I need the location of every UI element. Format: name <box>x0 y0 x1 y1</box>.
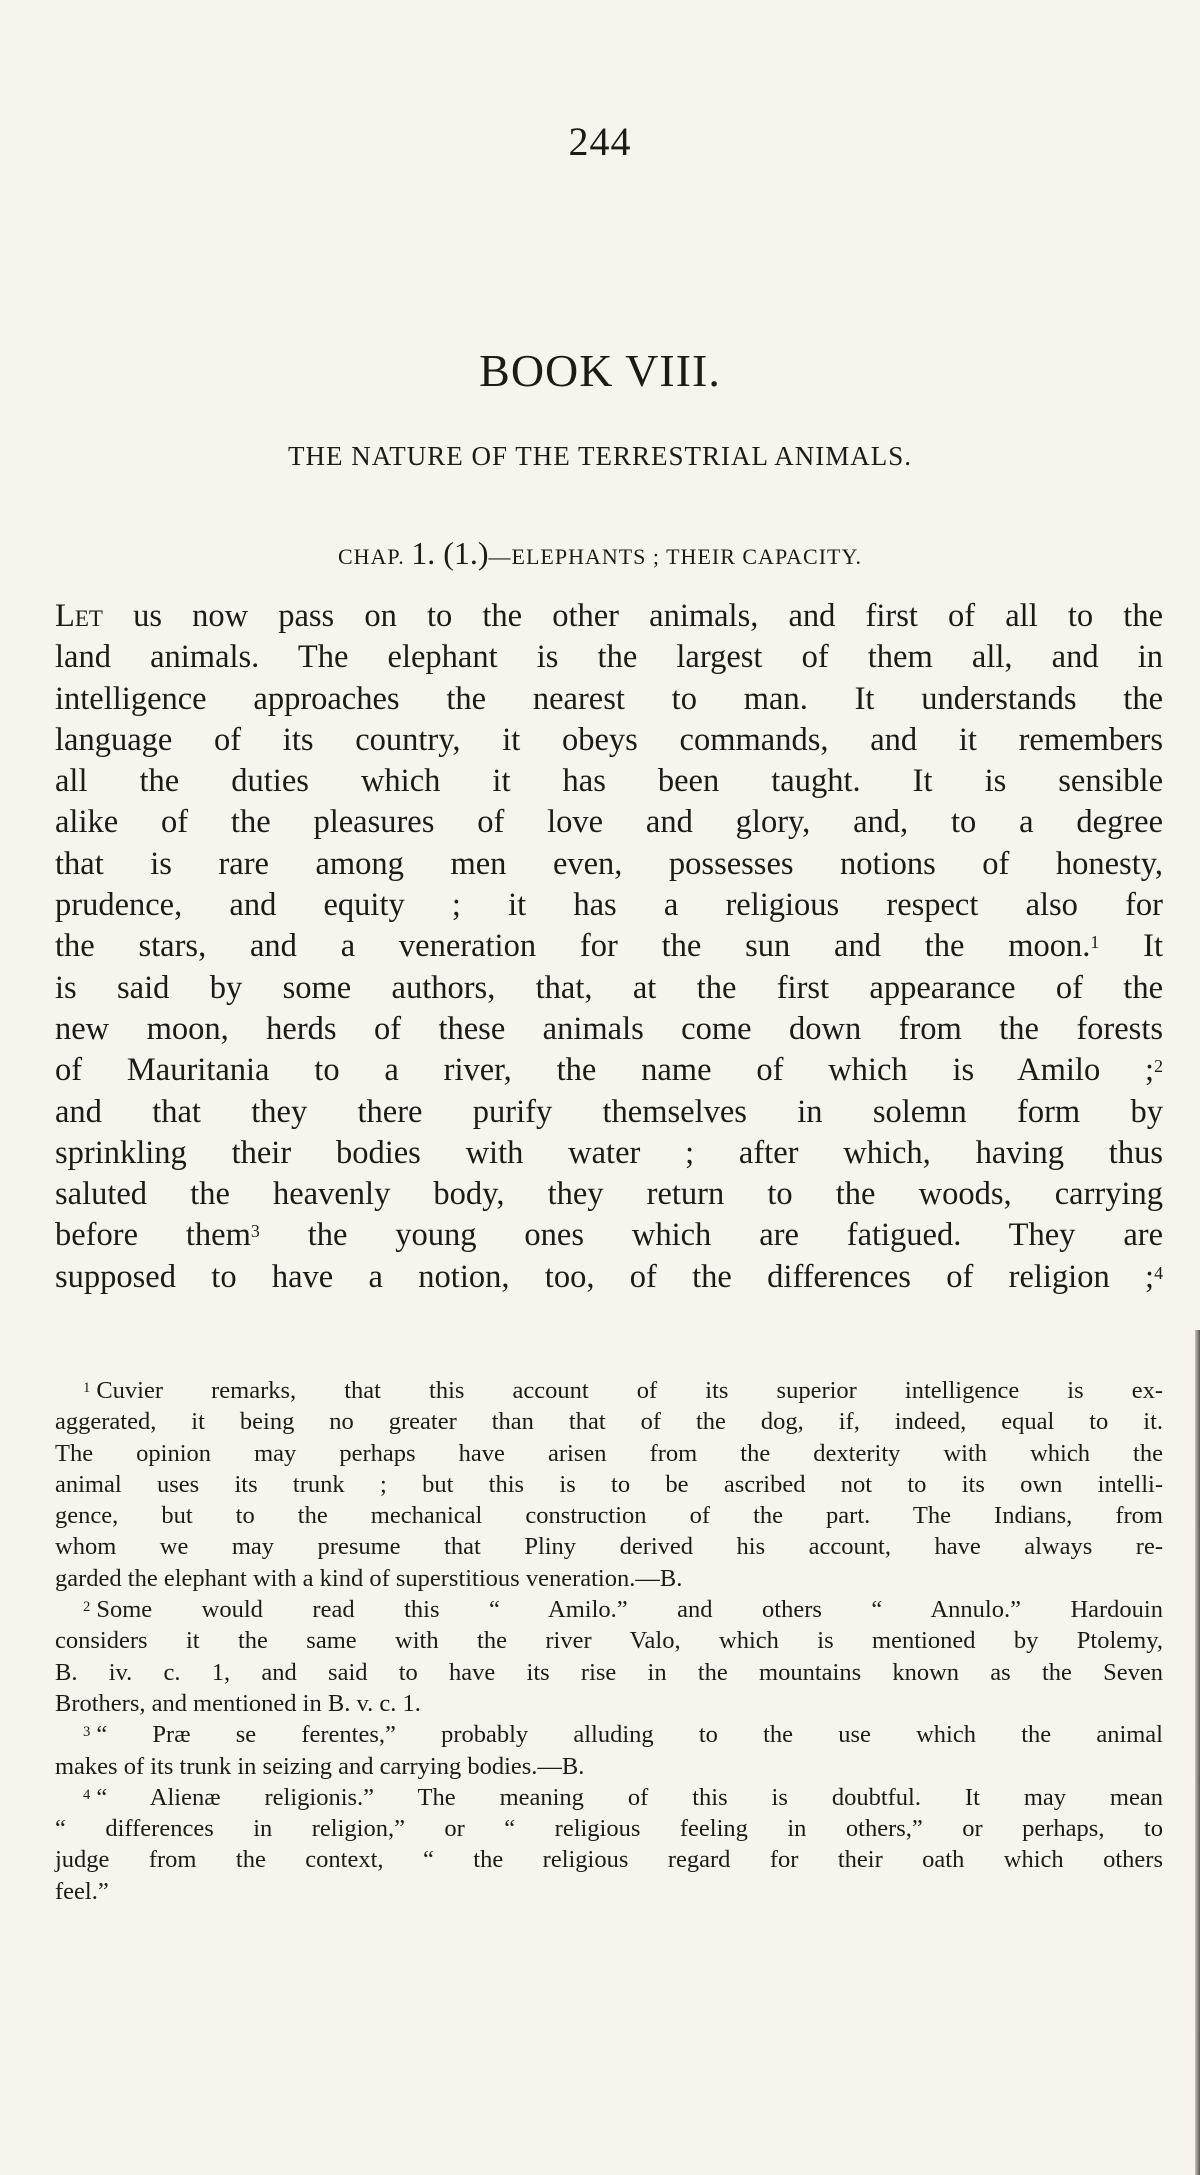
footnotes <box>55 1375 1163 1907</box>
footnote-ref: 2 <box>1154 1056 1163 1077</box>
chapter-heading <box>0 535 1200 572</box>
text-line: prudence, and equity ; it has a religious respect also for <box>55 887 1163 924</box>
footnote-line: “ differences in religion,” or “ religious feeling in others,” or perhaps, to <box>55 1815 1163 1843</box>
footnote-line: $^1$ Cuvier remarks, that this account of its superior intelligence is ex- <box>83 1377 1163 1404</box>
footnote-line: garded the elephant with a kind of superstitious veneration.—B. <box>55 1564 683 1592</box>
chapter-label: CHAP. <box>337 544 412 569</box>
footnote-line: B. iv. c. 1, and said to have its rise in the mountains known as the Seven <box>55 1658 1163 1686</box>
text-line: and that they there purify themselves in solemn form by <box>55 1093 1163 1130</box>
text-line: all the duties which it has been taught. It is sensible <box>55 763 1163 800</box>
footnote-line: whom we may presume that Pliny derived his account, have always re- <box>55 1533 1163 1561</box>
footnote-number: 3 <box>83 1724 91 1741</box>
text-line: land animals. The elephant is the largest of them all, and in <box>55 639 1163 676</box>
footnote-number: 2 <box>83 1599 91 1616</box>
text-line: intelligence approaches the nearest to man. It understands the <box>55 680 1163 717</box>
text-line: the stars, and a veneration for the sun and the moon.$^1$ It <box>55 928 1163 965</box>
text-line: before them$^3$ the young ones which are fatigued. They are <box>55 1217 1163 1254</box>
lead-word: Let <box>55 598 103 634</box>
footnote-ref: 3 <box>250 1221 260 1242</box>
text-line: of Mauritania to a river, the name of which is Amilo ;$^2$ <box>55 1052 1163 1089</box>
text-line: new moon, herds of these animals come down from the forests <box>55 1010 1163 1047</box>
text-line: alike of the pleasures of love and glory, and, to a degree <box>55 804 1163 841</box>
text-line: is said by some authors, that, at the first appearance of the <box>55 969 1163 1006</box>
footnote-line: judge from the context, “ the religious regard for their oath which others <box>55 1846 1163 1874</box>
book-title: BOOK VIII. <box>479 345 721 396</box>
footnote-line: aggerated, it being no greater than that of the dog, if, indeed, equal to it. <box>55 1408 1163 1436</box>
text-line: language of its country, it obeys commands, and it remembers <box>55 721 1163 758</box>
footnote-ref: 1 <box>1090 932 1100 953</box>
footnote-number: 1 <box>83 1380 91 1396</box>
footnote-line: animal uses its trunk ; but this is to be ascribed not to its own intelli- <box>55 1470 1163 1498</box>
page-number: 244 <box>568 119 632 164</box>
footnote-ref: 4 <box>1154 1262 1163 1283</box>
text-line: saluted the heavenly body, they return to the woods, carrying <box>55 1176 1163 1213</box>
footnote-line: The opinion may perhaps have arisen from the dexterity with which the <box>55 1439 1163 1467</box>
footnote-line: makes of its trunk in seizing and carrying bodies.—B. <box>55 1752 585 1780</box>
footnote-line: considers it the same with the river Valo, which is mentioned by Ptolemy, <box>55 1627 1163 1655</box>
text-line: that is rare among men even, possesses notions of honesty, <box>55 845 1163 882</box>
text-line: supposed to have a notion, too, of the differences of religion ;$^4$ <box>55 1258 1163 1295</box>
book-subtitle: THE NATURE OF THE TERRESTRIAL ANIMALS. <box>287 441 912 471</box>
chapter-title: —ELEPHANTS ; THEIR CAPACITY. <box>488 544 863 569</box>
main-text <box>55 596 1163 1298</box>
footnote-line: $^3$ “ Præ se ferentes,” probably alluding to the use which the animal <box>83 1721 1163 1749</box>
text-line: Let us now pass on to the other animals, and first of all to the <box>55 598 1163 634</box>
page-edge-shadow <box>1195 1330 1200 2175</box>
footnote-line: $^4$ “ Alienæ religionis.” The meaning of this is doubtful. It may mean <box>83 1783 1163 1811</box>
footnote-line: feel.” <box>55 1877 109 1905</box>
chapter-number: 1. (1.) <box>411 535 489 571</box>
footnote-line: Brothers, and mentioned in B. v. c. 1. <box>55 1689 421 1717</box>
text-line: sprinkling their bodies with water ; after which, having thus <box>55 1134 1163 1171</box>
footnote-line: gence, but to the mechanical construction of the part. The Indians, from <box>55 1502 1163 1530</box>
footnote-number: 4 <box>83 1786 91 1803</box>
footnote-line: $^2$ Some would read this “ Amilo.” and others “ Annulo.” Hardouin <box>83 1596 1163 1624</box>
